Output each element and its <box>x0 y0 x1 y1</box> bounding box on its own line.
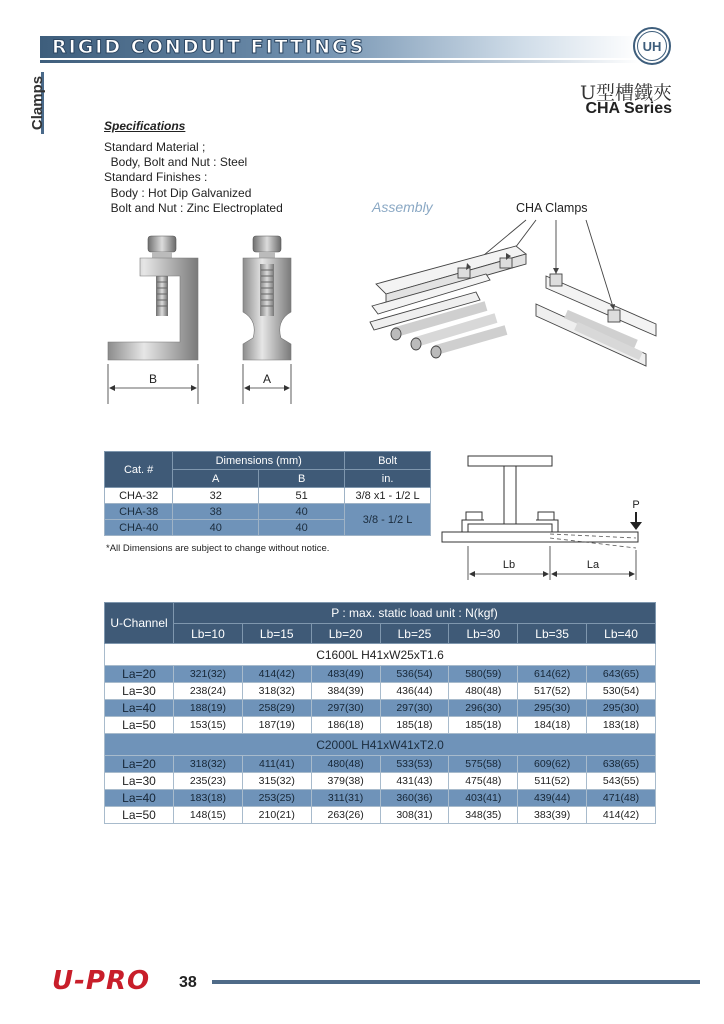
load-value-cell: 575(58) <box>449 756 518 773</box>
load-value-cell: 609(62) <box>518 756 587 773</box>
la-cell: La=20 <box>105 756 174 773</box>
load-value-cell: 614(62) <box>518 666 587 683</box>
load-value-cell: 318(32) <box>242 683 311 700</box>
section-title: C1600L H41xW25xT1.6 <box>105 644 656 666</box>
spec-line: Standard Finishes : <box>104 170 208 185</box>
cha-clamps-label: CHA Clamps <box>516 201 588 215</box>
cat-cell: CHA-38 <box>105 504 173 520</box>
load-value-cell: 295(30) <box>587 700 656 717</box>
load-value-cell: 414(42) <box>242 666 311 683</box>
assembly-label: Assembly <box>372 199 433 215</box>
load-value-cell: 483(49) <box>311 666 380 683</box>
load-value-cell: 188(19) <box>174 700 243 717</box>
load-value-cell: 235(23) <box>174 773 243 790</box>
table-row <box>105 504 431 520</box>
load-value-cell: 439(44) <box>518 790 587 807</box>
load-value-cell: 517(52) <box>518 683 587 700</box>
dim-b-cell: 51 <box>259 488 345 504</box>
load-value-cell: 536(54) <box>380 666 449 683</box>
lb-header: Lb=35 <box>518 624 587 644</box>
lb-header: Lb=10 <box>174 624 243 644</box>
dim-a-header: A <box>173 470 259 488</box>
load-value-cell: 480(48) <box>311 756 380 773</box>
lb-header: Lb=30 <box>449 624 518 644</box>
brand-logo: U-PRO <box>52 966 151 996</box>
specifications-text <box>104 140 283 216</box>
cat-cell: CHA-32 <box>105 488 173 504</box>
load-value-cell: 153(15) <box>174 717 243 734</box>
la-cell: La=50 <box>105 807 174 824</box>
bolt-cell: 3/8 x1 - 1/2 L <box>345 488 431 504</box>
series-title: CHA Series <box>585 100 672 117</box>
load-value-cell: 414(42) <box>587 807 656 824</box>
table-row <box>105 807 656 824</box>
load-value-cell: 253(25) <box>242 790 311 807</box>
load-value-cell: 183(18) <box>587 717 656 734</box>
load-value-cell: 384(39) <box>311 683 380 700</box>
load-value-cell: 311(31) <box>311 790 380 807</box>
dimension-a-label: A <box>262 372 272 386</box>
dim-b-cell: 40 <box>259 504 345 520</box>
section-row <box>105 734 656 756</box>
load-value-cell: 297(30) <box>380 700 449 717</box>
load-value-cell: 315(32) <box>242 773 311 790</box>
load-value-cell: 258(29) <box>242 700 311 717</box>
load-value-cell: 318(32) <box>174 756 243 773</box>
table-row <box>105 700 656 717</box>
load-value-cell: 186(18) <box>311 717 380 734</box>
load-value-cell: 643(65) <box>587 666 656 683</box>
load-value-cell: 187(19) <box>242 717 311 734</box>
bolt-cell: 3/8 - 1/2 L <box>345 504 431 536</box>
clamp-front-view <box>243 236 291 360</box>
section-title: C2000L H41xW41xT2.0 <box>105 734 656 756</box>
header-underline <box>40 60 640 63</box>
load-diagram <box>440 450 660 586</box>
load-value-cell: 296(30) <box>449 700 518 717</box>
spec-line: Body, Bolt and Nut : Steel <box>104 155 248 170</box>
load-value-cell: 403(41) <box>449 790 518 807</box>
side-category-label: Clamps <box>29 75 46 131</box>
load-value-cell: 263(26) <box>311 807 380 824</box>
table-row <box>105 790 656 807</box>
load-value-cell: 185(18) <box>449 717 518 734</box>
lb-label: Lb <box>502 559 516 571</box>
la-label: La <box>586 559 600 571</box>
load-title-header: P : max. static load unit : N(kgf) <box>174 603 656 624</box>
lb-header: Lb=15 <box>242 624 311 644</box>
bolt-header: Bolt <box>345 452 431 470</box>
bolt-unit-header: in. <box>345 470 431 488</box>
section-row <box>105 644 656 666</box>
lb-header: Lb=25 <box>380 624 449 644</box>
clamp-side-view <box>108 236 198 360</box>
dimension-b-label: B <box>148 372 158 386</box>
logo-text: UH <box>642 39 662 54</box>
load-value-cell: 184(18) <box>518 717 587 734</box>
dim-a-cell: 40 <box>173 520 259 536</box>
brand-logo-icon <box>632 26 672 66</box>
load-value-cell: 436(44) <box>380 683 449 700</box>
load-p-label: P <box>632 499 640 511</box>
page-number: 38 <box>179 974 197 991</box>
load-value-cell: 383(39) <box>518 807 587 824</box>
load-value-cell: 185(18) <box>380 717 449 734</box>
dim-b-cell: 40 <box>259 520 345 536</box>
table-row <box>105 683 656 700</box>
load-value-cell: 295(30) <box>518 700 587 717</box>
load-value-cell: 580(59) <box>449 666 518 683</box>
la-cell: La=50 <box>105 717 174 734</box>
load-value-cell: 530(54) <box>587 683 656 700</box>
load-value-cell: 148(15) <box>174 807 243 824</box>
load-value-cell: 238(24) <box>174 683 243 700</box>
load-value-cell: 210(21) <box>242 807 311 824</box>
load-value-cell: 480(48) <box>449 683 518 700</box>
u-channel-header: U-Channel <box>105 603 174 644</box>
cat-header: Cat. # <box>105 452 173 488</box>
dim-a-cell: 38 <box>173 504 259 520</box>
load-value-cell: 533(53) <box>380 756 449 773</box>
la-cell: La=20 <box>105 666 174 683</box>
table-row <box>105 773 656 790</box>
load-value-cell: 308(31) <box>380 807 449 824</box>
assembly-drawing <box>366 214 666 374</box>
load-value-cell: 475(48) <box>449 773 518 790</box>
chinese-title: U型槽鐵夾 <box>579 82 672 104</box>
load-value-cell: 543(55) <box>587 773 656 790</box>
load-value-cell: 183(18) <box>174 790 243 807</box>
specifications-heading: Specifications <box>104 119 186 133</box>
load-value-cell: 360(36) <box>380 790 449 807</box>
load-value-cell: 348(35) <box>449 807 518 824</box>
load-value-cell: 297(30) <box>311 700 380 717</box>
lb-header: Lb=20 <box>311 624 380 644</box>
load-value-cell: 411(41) <box>242 756 311 773</box>
dimensions-note: *All Dimensions are subject to change without notice. <box>106 543 330 554</box>
lb-header: Lb=40 <box>587 624 656 644</box>
clamp-dimension-drawing <box>100 228 310 408</box>
static-load-table <box>104 602 656 824</box>
la-cell: La=40 <box>105 790 174 807</box>
spec-line: Standard Material ; <box>104 140 206 154</box>
table-row <box>105 666 656 683</box>
load-value-cell: 379(38) <box>311 773 380 790</box>
table-row <box>105 717 656 734</box>
cat-cell: CHA-40 <box>105 520 173 536</box>
page-header-title: RIGID CONDUIT FITTINGS <box>52 36 366 58</box>
load-value-cell: 471(48) <box>587 790 656 807</box>
spec-line: Body : Hot Dip Galvanized <box>104 185 252 200</box>
dim-a-cell: 32 <box>173 488 259 504</box>
load-value-cell: 321(32) <box>174 666 243 683</box>
dim-b-header: B <box>259 470 345 488</box>
dimensions-table <box>104 451 431 536</box>
spec-line: Bolt and Nut : Zinc Electroplated <box>104 200 283 215</box>
load-value-cell: 638(65) <box>587 756 656 773</box>
la-cell: La=30 <box>105 773 174 790</box>
la-cell: La=40 <box>105 700 174 717</box>
la-cell: La=30 <box>105 683 174 700</box>
footer-rule <box>212 980 700 984</box>
table-row <box>105 488 431 504</box>
table-row <box>105 756 656 773</box>
load-value-cell: 511(52) <box>518 773 587 790</box>
dimensions-header: Dimensions (mm) <box>173 452 345 470</box>
load-value-cell: 431(43) <box>380 773 449 790</box>
